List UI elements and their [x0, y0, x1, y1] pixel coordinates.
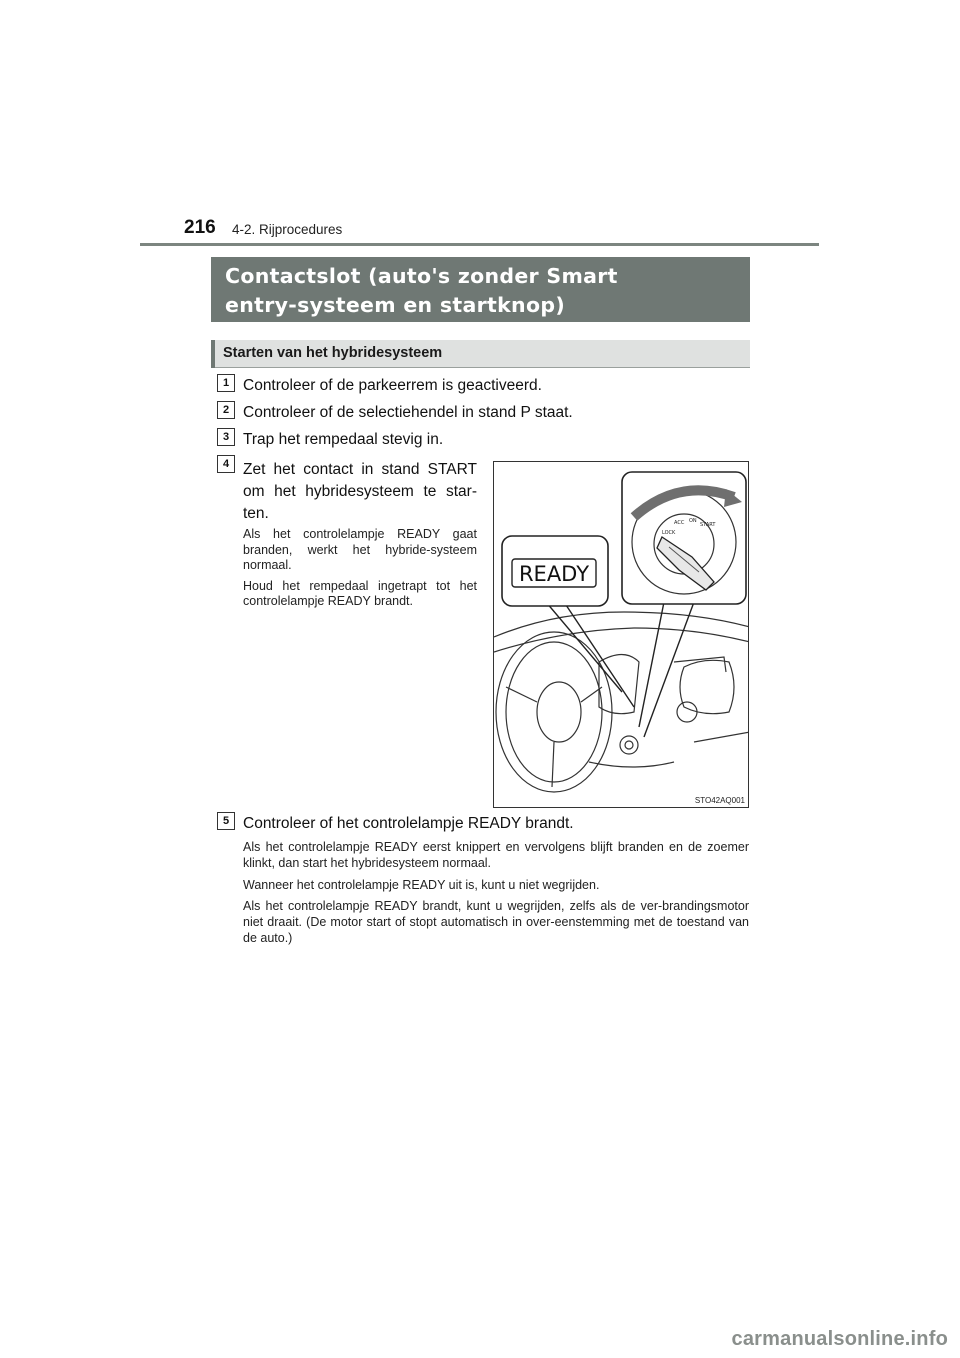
step-text-2: Controleer of de selectiehendel in stand P staat.: [243, 404, 573, 421]
step-5-note-1: Als het controlelampje READY eerst knippert en vervolgens blijft branden en de zoemer klinkt, dan start het hybridesysteem normaal.: [243, 840, 749, 870]
subheading: Starten van het hybridesysteem: [211, 340, 750, 368]
dashboard-drawing: [494, 462, 749, 808]
step-number-4: 4: [217, 455, 235, 473]
step-4-note-1: Als het controlelampje READY gaat branden, werkt het hybride-systeem normaal.: [243, 527, 477, 572]
step-number-2: 2: [217, 401, 235, 419]
step-5-note-2: Wanneer het controlelampje READY uit is, kunt u niet wegrijden.: [243, 877, 600, 892]
step-4-notes: [243, 527, 477, 615]
key-position-acc: ACC: [674, 520, 685, 526]
key-position-start: START: [700, 522, 716, 528]
page-title: [211, 257, 750, 322]
step-5-note-3: Als het controlelampje READY brandt, kunt u wegrijden, zelfs als de ver-brandingsmotor niet draait. (De motor start of stopt automatisch in over-eenstemming met de toestand van de auto.): [243, 899, 749, 945]
step-number-1: 1: [217, 374, 235, 392]
step-5-notes: [243, 840, 749, 953]
step-text-5: Controleer of het controlelampje READY brandt.: [243, 815, 574, 832]
step-text-1: Controleer of de parkeerrem is geactiveerd.: [243, 377, 542, 394]
page-title-line-1: Contactslot (auto's zonder Smart: [225, 264, 618, 288]
step-number-3: 3: [217, 428, 235, 446]
watermark: carmanualsonline.info: [731, 1328, 948, 1350]
figure-id: STO42AQ001: [694, 796, 745, 805]
ready-indicator-label: READY: [518, 562, 590, 586]
page-title-line-2: entry-systeem en startknop): [225, 293, 565, 317]
section-reference: 4-2. Rijprocedures: [232, 222, 343, 237]
step-number-5: 5: [217, 812, 235, 830]
step-4-note-2: Houd het rempedaal ingetrapt tot het controlelampje READY brandt.: [243, 578, 477, 608]
key-position-lock: LOCK: [662, 530, 676, 536]
step-text-4: Zet het contact in stand START om het hybridesysteem te star-ten.: [243, 461, 477, 522]
header-rule: [140, 243, 819, 246]
step-text-3: Trap het rempedaal stevig in.: [243, 431, 444, 448]
page-number: 216: [184, 217, 216, 238]
key-position-on: ON: [689, 518, 697, 524]
ignition-illustration: [493, 461, 749, 808]
